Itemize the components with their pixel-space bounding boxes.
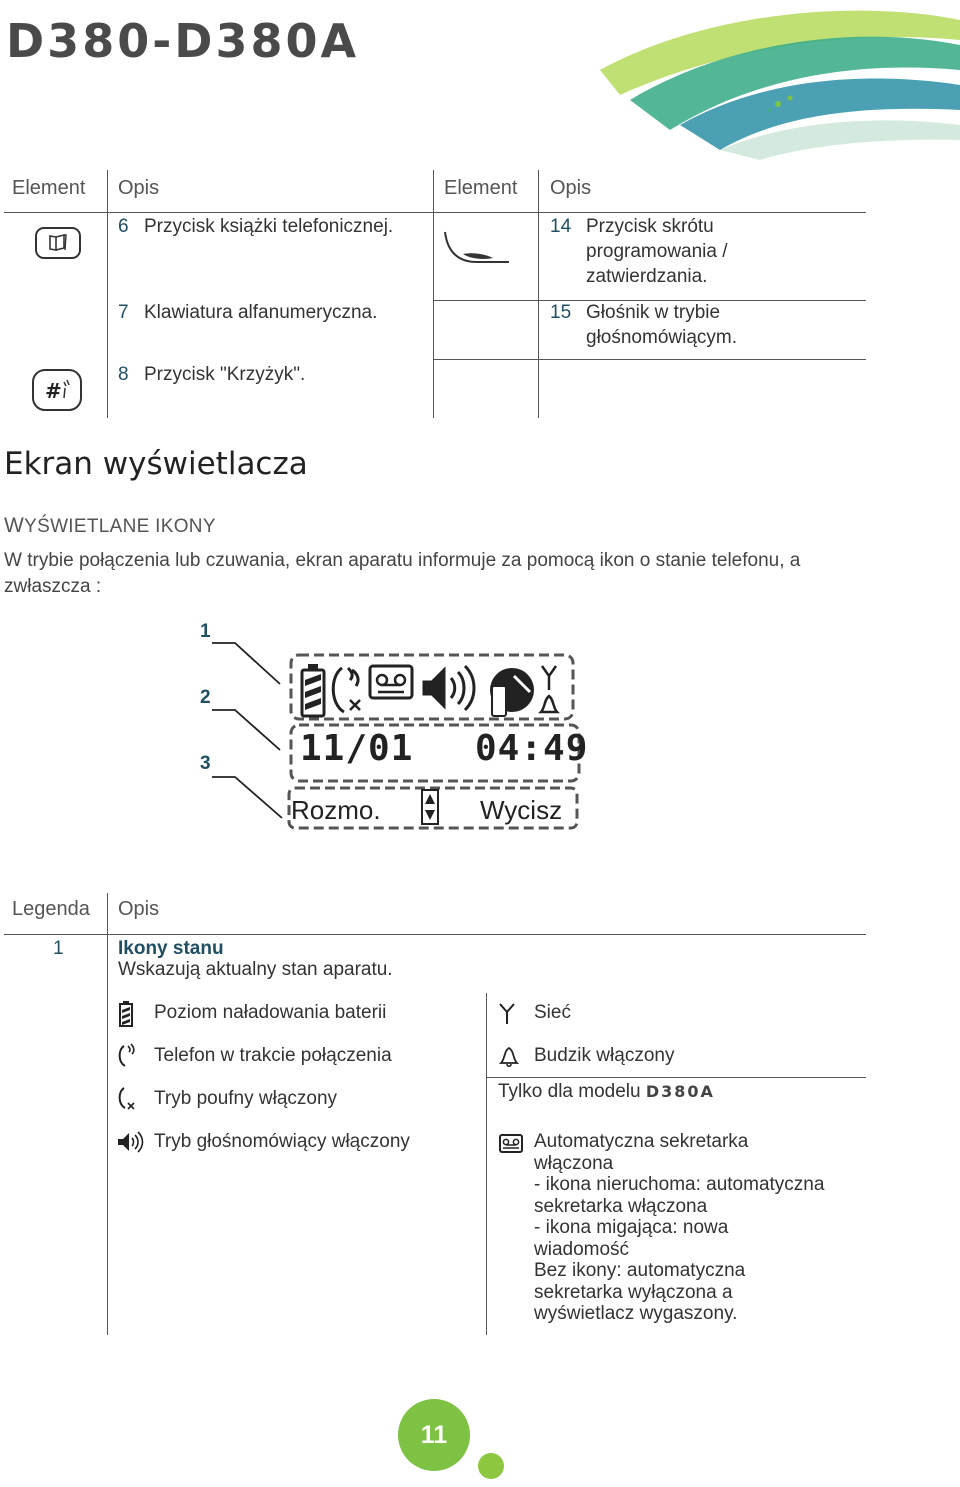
model-only-note: Tylko dla modelu D380A	[498, 1081, 715, 1102]
col-header-opis: Opis	[118, 177, 160, 199]
row-num-6: 6	[118, 216, 129, 237]
row-num-15: 15	[550, 302, 572, 323]
col-header-opis-2: Opis	[550, 177, 592, 199]
col-header-opis-legend: Opis	[118, 898, 160, 920]
intro-paragraph: W trybie połączenia lub czuwania, ekran aparatu informuje za pomocą ikon o stanie telefonu, a zwłaszcza :	[4, 550, 801, 597]
speaker-label: Tryb głośnomówiący włączony	[154, 1131, 410, 1152]
lcd-scroll-arrows-icon	[422, 790, 438, 824]
alarm-bell-icon	[498, 1044, 520, 1068]
mute-label: Tryb poufny włączony	[154, 1088, 338, 1109]
antenna-icon	[498, 1002, 516, 1026]
row-num-8: 8	[118, 364, 129, 385]
battery-label: Poziom naładowania baterii	[154, 1002, 387, 1023]
decorative-swoosh	[560, 0, 960, 160]
row-desc-7: Klawiatura alfanumeryczna.	[144, 302, 378, 323]
lcd-antenna-icon	[542, 666, 556, 690]
col-header-legenda: Legenda	[12, 898, 90, 920]
row-desc-15: Głośnik w trybie głośnomówiącym.	[586, 302, 737, 348]
battery-icon	[118, 1000, 136, 1028]
alarm-label: Budzik włączony	[534, 1045, 675, 1066]
lcd-softkey-right: Wycisz	[480, 795, 563, 825]
lcd-phone-icon	[333, 668, 360, 712]
lcd-bell-icon	[541, 696, 557, 712]
callout-2: 2	[200, 687, 211, 708]
legend-item-num: 1	[53, 938, 64, 959]
section-title: Ekran wyświetlacza	[4, 446, 308, 482]
lcd-date: 11/01	[300, 728, 414, 769]
row-desc-6: Przycisk książki telefonicznej.	[144, 216, 394, 237]
lcd-battery-icon	[302, 664, 324, 716]
col-header-element: Element	[12, 177, 86, 199]
antenna-label: Sieć	[534, 1002, 571, 1023]
shortcut-key-icon	[441, 228, 513, 268]
legend-item-subtitle: Wskazują aktualny stan aparatu.	[118, 959, 393, 980]
decorative-dot	[478, 1453, 504, 1479]
mute-icon	[116, 1085, 138, 1113]
lcd-cassette-icon	[370, 666, 412, 698]
col-header-element-2: Element	[444, 177, 518, 199]
callout-3: 3	[200, 753, 211, 774]
row-num-7: 7	[118, 302, 129, 323]
callout-1: 1	[200, 621, 211, 642]
lcd-time: 04:49	[475, 728, 589, 769]
cassette-icon	[498, 1133, 524, 1155]
answering-machine-desc: Automatyczna sekretarka włączona - ikona nieruchoma: automatyczna sekretarka włączona - ikona migająca: nowa wiadomość Bez ikony: automatyczna sekretarka wyłączona a wyświetlacz wygaszony.	[534, 1131, 825, 1324]
phonebook-key-icon	[34, 226, 82, 260]
model-name: D380A	[645, 1082, 715, 1101]
phone-in-call-icon	[116, 1042, 138, 1070]
phone-in-call-label: Telefon w trakcie połączenia	[154, 1045, 392, 1066]
svg-text:#: #	[45, 379, 62, 403]
row-num-14: 14	[550, 216, 572, 237]
lcd-speaker-icon	[424, 666, 474, 710]
row-desc-8: Przycisk "Krzyżyk".	[144, 364, 306, 385]
row-desc-14: Przycisk skrótu programowania / zatwierdzania.	[586, 216, 728, 287]
document-title: D380-D380A	[6, 14, 360, 68]
page-number-badge: 11	[398, 1399, 470, 1471]
speaker-icon	[116, 1130, 144, 1154]
lcd-line-busy-icon	[490, 668, 534, 716]
subheading: WYŚWIETLANE IKONY	[4, 514, 216, 537]
hash-key-icon	[31, 368, 83, 412]
lcd-softkey-left: Rozmo.	[291, 795, 381, 825]
legend-item-title: Ikony stanu	[118, 938, 224, 959]
